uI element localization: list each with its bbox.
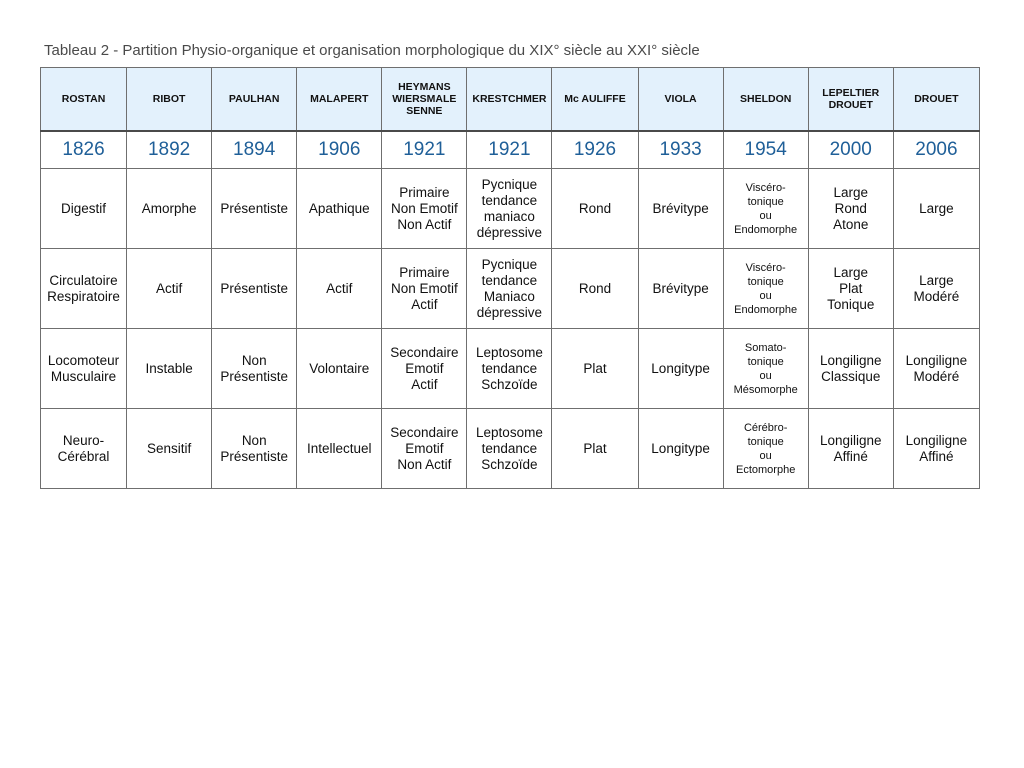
cell-line: SENNE: [406, 105, 443, 117]
cell-line: Digestif: [61, 200, 107, 216]
table-caption: Tableau 2 - Partition Physio-organique et organisation morphologique du XIX° siècle au XXI° siècle: [44, 42, 700, 59]
table-cell: [723, 409, 808, 489]
cell-line: Large: [833, 264, 868, 280]
table-cell: [723, 249, 808, 329]
year-cell: 1894: [212, 131, 297, 169]
column-header: [808, 68, 893, 132]
cell-line: Pycnique: [481, 176, 538, 192]
cell-line: tendance: [481, 192, 538, 208]
table-row: [41, 329, 980, 409]
cell-line: Cérébral: [57, 448, 110, 464]
table-cell: [41, 249, 127, 329]
cell-line: Leptosome: [476, 344, 543, 360]
cell-line: Longitype: [651, 440, 710, 456]
cell-line: tonique: [747, 195, 784, 208]
cell-line: Emotif: [405, 440, 444, 456]
cell-line: Non: [241, 352, 267, 368]
table-cell: [212, 249, 297, 329]
table-cell: [467, 329, 552, 409]
table-cell: [467, 409, 552, 489]
cell-line: Présentiste: [220, 448, 288, 464]
cell-line: Somato-: [744, 341, 787, 354]
cell-line: Présentiste: [220, 368, 288, 384]
cell-line: tendance: [481, 360, 538, 376]
cell-line: ROSTAN: [61, 93, 106, 105]
table-row: [41, 249, 980, 329]
table-cell: [212, 329, 297, 409]
table-row: [41, 169, 980, 249]
year-cell: 1921: [382, 131, 467, 169]
cell-line: Large: [919, 200, 954, 216]
year-cell: 1906: [297, 131, 382, 169]
cell-line: tonique: [747, 355, 784, 368]
cell-line: Plat: [583, 360, 607, 376]
cell-line: Classique: [821, 368, 881, 384]
table-cell: [723, 169, 808, 249]
table-cell: [127, 409, 212, 489]
year-cell: 2000: [808, 131, 893, 169]
cell-line: Non Actif: [397, 216, 452, 232]
cell-line: Large: [919, 272, 954, 288]
column-header: [127, 68, 212, 132]
cell-line: Volontaire: [309, 360, 370, 376]
column-header: [552, 68, 638, 132]
cell-line: Longiligne: [905, 352, 968, 368]
year-cell: 1921: [467, 131, 552, 169]
table-cell: [638, 409, 723, 489]
cell-line: Leptosome: [476, 424, 543, 440]
cell-line: Large: [833, 184, 868, 200]
table-cell: [552, 249, 638, 329]
cell-line: Atone: [833, 216, 869, 232]
table-cell: [297, 329, 382, 409]
table-cell: [382, 409, 467, 489]
cell-line: tonique: [747, 435, 784, 448]
cell-line: tendance: [481, 440, 538, 456]
table-cell: [382, 249, 467, 329]
table-cell: [212, 409, 297, 489]
column-header: [212, 68, 297, 132]
cell-line: HEYMANS: [398, 81, 451, 93]
table-cell: [552, 409, 638, 489]
cell-line: Non: [241, 432, 267, 448]
cell-line: Non Actif: [397, 456, 452, 472]
cell-line: Longiligne: [905, 432, 968, 448]
column-header: [41, 68, 127, 132]
cell-line: dépressive: [476, 224, 543, 240]
cell-line: Plat: [583, 440, 607, 456]
cell-line: Maniaco: [483, 288, 535, 304]
table-row: [41, 409, 980, 489]
year-cell: 1826: [41, 131, 127, 169]
column-header: [723, 68, 808, 132]
table-cell: [638, 329, 723, 409]
header-row: [41, 68, 980, 132]
cell-line: Schzoïde: [481, 456, 538, 472]
cell-line: Apathique: [308, 200, 370, 216]
column-header: [382, 68, 467, 132]
cell-line: tendance: [481, 272, 538, 288]
year-cell: 2006: [893, 131, 979, 169]
column-header: [893, 68, 979, 132]
cell-line: VIOLA: [664, 93, 697, 105]
cell-line: Cérébro-: [743, 421, 788, 434]
table-cell: [808, 409, 893, 489]
table-cell: [127, 329, 212, 409]
table-cell: [638, 249, 723, 329]
table-cell: [297, 169, 382, 249]
cell-line: Présentiste: [220, 200, 288, 216]
table-cell: [638, 169, 723, 249]
cell-line: ou: [759, 289, 772, 302]
table-cell: [893, 409, 979, 489]
table-cell: [41, 329, 127, 409]
cell-line: MALAPERT: [310, 93, 369, 105]
cell-line: RIBOT: [152, 93, 186, 105]
table-cell: [552, 169, 638, 249]
cell-line: Non Emotif: [390, 280, 458, 296]
cell-line: SHELDON: [739, 93, 792, 105]
cell-line: maniaco: [483, 208, 535, 224]
table-cell: [808, 249, 893, 329]
cell-line: Longiligne: [819, 432, 882, 448]
cell-line: Non Emotif: [390, 200, 458, 216]
column-header: [297, 68, 382, 132]
cell-line: Actif: [411, 296, 438, 312]
classification-table: [40, 67, 980, 489]
table-cell: [467, 249, 552, 329]
cell-line: tonique: [747, 275, 784, 288]
year-cell: 1892: [127, 131, 212, 169]
cell-line: Locomoteur: [47, 352, 120, 368]
cell-line: Viscéro-: [745, 261, 786, 274]
cell-line: Neuro-: [62, 432, 105, 448]
cell-line: Emotif: [405, 360, 444, 376]
cell-line: Modéré: [913, 368, 960, 384]
cell-line: LEPELTIER: [822, 87, 880, 99]
cell-line: Circulatoire: [49, 272, 118, 288]
cell-line: Longitype: [651, 360, 710, 376]
table-cell: [297, 409, 382, 489]
cell-line: Présentiste: [220, 280, 288, 296]
table-cell: [297, 249, 382, 329]
table-cell: [382, 169, 467, 249]
table-cell: [552, 329, 638, 409]
cell-line: Endomorphe: [734, 303, 798, 316]
table-cell: [893, 329, 979, 409]
table-cell: [127, 249, 212, 329]
cell-line: Viscéro-: [745, 181, 786, 194]
cell-line: Ectomorphe: [736, 463, 796, 476]
cell-line: ou: [759, 449, 772, 462]
cell-line: KRESTCHMER: [472, 93, 547, 105]
cell-line: Modéré: [913, 288, 960, 304]
cell-line: Affiné: [833, 448, 868, 464]
table-cell: [808, 329, 893, 409]
column-header: [638, 68, 723, 132]
years-row: [41, 131, 980, 169]
cell-line: ou: [759, 369, 772, 382]
table-cell: [41, 409, 127, 489]
cell-line: DROUET: [914, 93, 959, 105]
cell-line: Actif: [155, 280, 183, 296]
cell-line: Mésomorphe: [733, 383, 798, 396]
table-cell: [723, 329, 808, 409]
cell-line: Actif: [411, 376, 438, 392]
cell-line: Musculaire: [50, 368, 117, 384]
cell-line: Brévitype: [652, 200, 709, 216]
cell-line: Brévitype: [652, 280, 709, 296]
table-cell: [808, 169, 893, 249]
table-cell: [467, 169, 552, 249]
year-cell: 1926: [552, 131, 638, 169]
year-cell: 1954: [723, 131, 808, 169]
cell-line: Sensitif: [146, 440, 192, 456]
cell-line: Affiné: [919, 448, 954, 464]
cell-line: Longiligne: [819, 352, 882, 368]
table-cell: [127, 169, 212, 249]
cell-line: Schzoïde: [481, 376, 538, 392]
cell-line: Endomorphe: [734, 223, 798, 236]
table-cell: [893, 169, 979, 249]
cell-line: Secondaire: [390, 424, 459, 440]
table-cell: [41, 169, 127, 249]
cell-line: Primaire: [399, 184, 450, 200]
cell-line: Intellectuel: [307, 440, 372, 456]
cell-line: Mc AULIFFE: [564, 93, 626, 105]
cell-line: Actif: [326, 280, 353, 296]
cell-line: DROUET: [828, 99, 873, 111]
cell-line: Amorphe: [141, 200, 197, 216]
cell-line: Secondaire: [390, 344, 459, 360]
cell-line: ou: [759, 209, 772, 222]
cell-line: Instable: [145, 360, 193, 376]
cell-line: PAULHAN: [228, 93, 280, 105]
cell-line: Rond: [578, 280, 612, 296]
cell-line: Primaire: [399, 264, 450, 280]
cell-line: dépressive: [476, 304, 543, 320]
table-cell: [212, 169, 297, 249]
cell-line: Respiratoire: [47, 288, 120, 304]
cell-line: Tonique: [827, 296, 875, 312]
table-cell: [893, 249, 979, 329]
cell-line: WIERSMALE: [392, 93, 457, 105]
cell-line: Pycnique: [481, 256, 538, 272]
column-header: [467, 68, 552, 132]
cell-line: Rond: [834, 200, 867, 216]
cell-line: Rond: [578, 200, 612, 216]
table-cell: [382, 329, 467, 409]
year-cell: 1933: [638, 131, 723, 169]
cell-line: Plat: [839, 280, 863, 296]
